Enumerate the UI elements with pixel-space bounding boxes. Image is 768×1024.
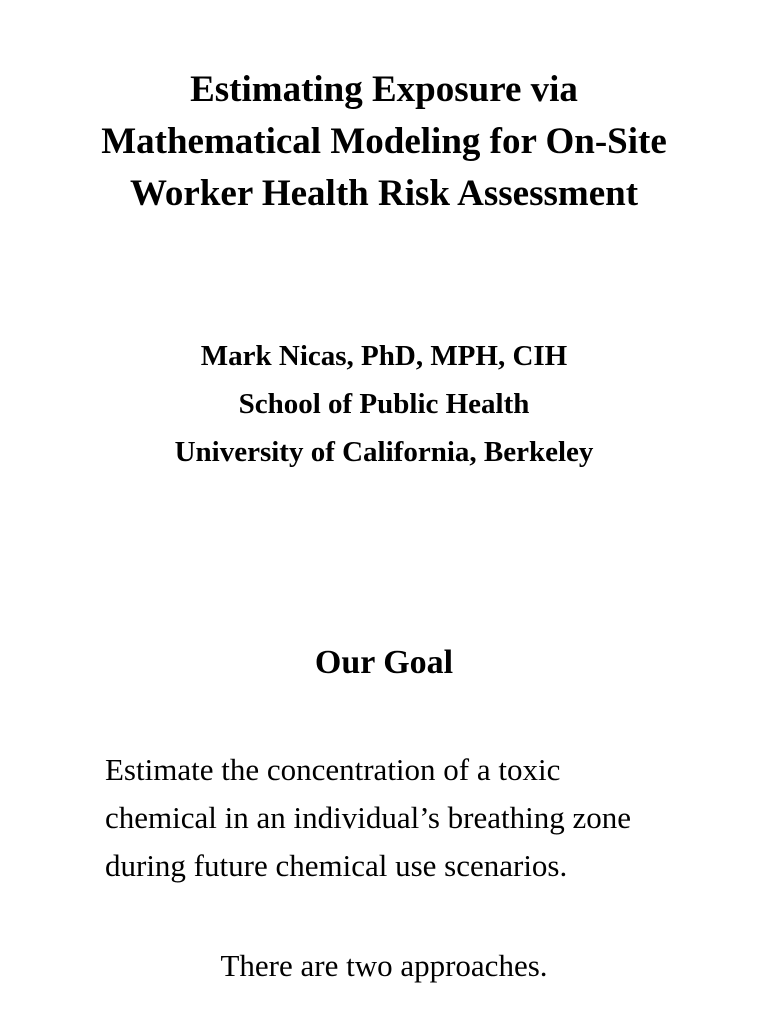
section-heading: Our Goal: [314, 644, 454, 681]
author-department: School of Public Health: [238, 388, 530, 420]
author-block: [0, 332, 768, 476]
document-title: [0, 64, 768, 220]
title-line-2: Mathematical Modeling for On-Site: [101, 121, 667, 162]
title-line-3: Worker Health Risk Assessment: [129, 173, 639, 214]
paragraph-line-2: chemical in an individual’s breathing zone: [105, 800, 631, 835]
author-institution: University of California, Berkeley: [174, 436, 594, 468]
paragraph-line-1: Estimate the concentration of a toxic: [105, 752, 561, 787]
paragraph-line-3: during future chemical use scenarios.: [105, 848, 568, 883]
closing-sentence: There are two approaches.: [220, 948, 548, 983]
title-line-1: Estimating Exposure via: [190, 69, 578, 110]
author-name: Mark Nicas, PhD, MPH, CIH: [200, 340, 568, 372]
goal-paragraph: [105, 746, 725, 890]
